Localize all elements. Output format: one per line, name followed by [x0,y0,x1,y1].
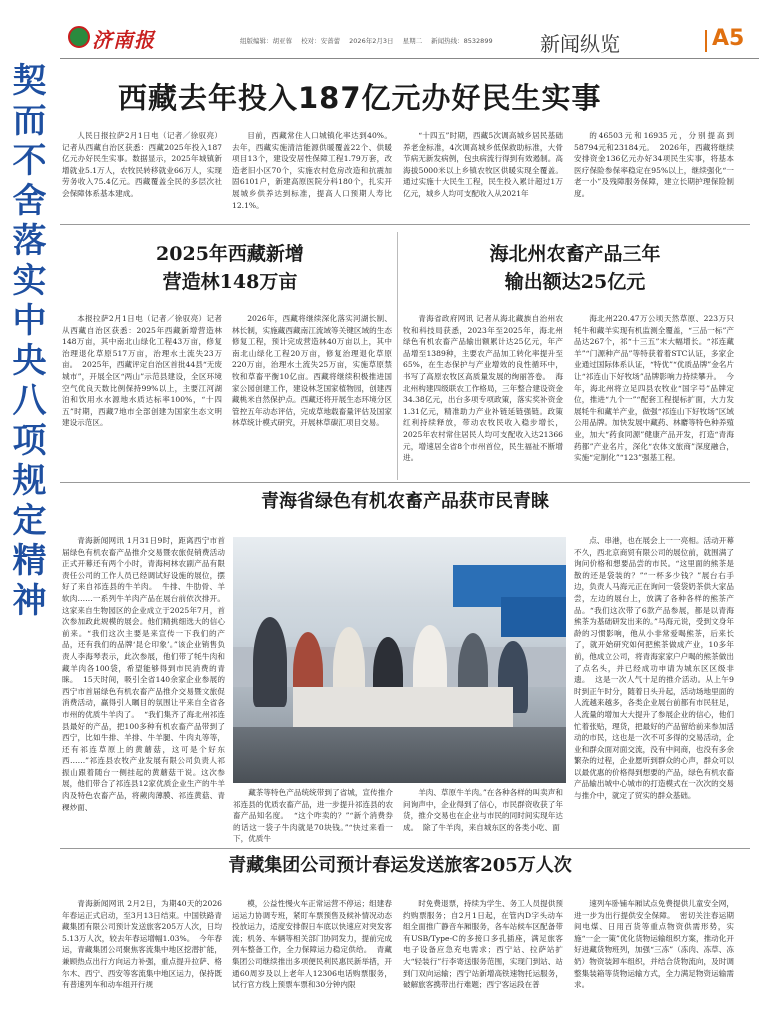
article4-col4-text: 点、串港，也在展会上一一亮相。活动开幕不久，西北京商贸有限公司的展位前，就围满了询问价格和想要品尝的市民。“这里面的熊茶是散的还是袋装的？”“一杯多少钱？”展台右手边，负责人马海元正在询问一袋袋奶茶供大家品尝，左边的展台上，放满了各种各样的熊茶产品。“我们这次带了6款产品参展，都是以青海熊茶为基础研发出来的。”马海元说，受到文身年龄的习惯影响，他从小非常爱喝熊茶，后来长了，就开始研究如何把熊茶做成产业，10多年前，他成立公司，将青海家家户户喝的熊茶做出了点名头，并已经成功申请为城东区区级非遗。 这是一次人气十足的推介活动。从上午9时到正午时分，随着日头升起，活动场地里面的人流越来越多，各类企业展台前都有市民驻足，人流量的增加大大提升了参展企业的信心，他们忙着张贴，理货，把最好的产品留给前来参加活动的市民，这也是一次不可多得的交易活动，企业和群众面对面交流，没有中间商，也没有多余繁杂的过程，企业愿听到群众的心声，群众可以以最优惠的价格得到想要的产品，绿色有机农畜产品输出城中心城市的打造模式在一次次的交易与推介中，就定了贸实的群众基础。 [574,536,734,801]
market-photo [233,537,566,783]
article2-col1 [62,313,222,429]
side-banner [0,62,46,1012]
divider-3 [60,848,750,849]
article2-col1-text: 本报拉萨2月1日电（记者／徐驭亮）记者从西藏自治区获悉：2025年西藏新增营造林148万亩，其中南北山绿化工程43万亩，修复治理退化草原517万亩，治理水土流失23万亩。 2025年，西藏评定自治区首批44县“无废城市”，开展全区“两山”示范县建设，全区环境空气优良天数比例保持99%以上，主要江河湖泊和饮用水水源地水质达标率100%，“十四五”时期，西藏7地市全部创建为国家生态文明建设示范区。 [62,314,222,428]
article2-headline-line2: 营造林148万亩 [162,271,298,293]
proof-credit: 校对：安蔷蕾 [301,37,341,45]
article3-headline [430,240,720,296]
photo-floor [233,727,566,783]
article1-col2 [232,130,392,211]
article5-col3 [403,898,563,991]
article5-col2 [232,898,392,991]
issue-weekday: 星期二 [402,37,423,45]
article5-col2-text: 模，公益性慢火车正常运营不停运；组建春运运力协调专班，紧盯车票预售及候补情况动态投放运力，适度安排假日车底以快速应对突发客流；机务、车辆等相关部门协同发力，提前完成列车整备工作，全力保障运力稳定供给。 青藏集团公司继续推出多项便民利民惠民新举措，开通60周岁及以上老年人12306电话购票服务，试行官方线上预票车票和30分钟内限 [232,899,392,990]
header-meta [240,36,500,45]
news-hotline: 新闻热线：8532899 [431,37,493,45]
article5-col1 [62,898,222,991]
issue-date: 2026年2月3日 [349,37,394,45]
article2-col2 [232,313,392,429]
photo-person [253,617,287,707]
section-divider [705,30,707,52]
header-rule [60,58,759,59]
article5-col3-text: 时免费退票，持续为学生、务工人员提供预约购票服务；自2月1日起，在管内D字头动车组全面推广静音车厢服务，各车站候车区配备带有USB/Type-C的多接口多孔插座，满足旅客电子设备应急充电需求；西宁站、拉萨站扩大“轻装行”行李寄送服务范围，实现门到站、站到门双向运输；西宁站新增高铁速物托运服务，破解旅客携带出行难题；西宁客运段在普 [403,899,563,990]
article2-headline-line1: 2025年西藏新增 [156,243,304,265]
article1-col1-text: 人民日报拉萨2月1日电（记者／徐驭亮）记者从西藏自治区获悉：西藏2025年投入187亿元办好民生实事。数据显示，2025年城镇新增就业5.1万人，农牧民转移就业66万人，实现劳务收入75.4亿元。西藏覆盖全民的多层次社会保障体系基本建成。 [62,131,222,198]
article5-col4-text: 速列车卧铺车厢试点免费提供儿童安全网，进一步为出行提供安全保障。 密切关注春运期间电煤、日用百货等重点物资供需形势，实施“一企一策”优化货物运输组织方案，推动化开好进藏货物班列，加强“三冻”（冻肉、冻草、冻奶）物资装卸车组织，并结合货物流向，及时调整集装箱等货物运输方式，全力满足物资运输需求。 [574,899,734,990]
newspaper-logo: 济南报 [92,28,155,52]
article1-col3-text: “十四五”时期，西藏5次调高城乡居民基础养老金标准，4次调高城乡低保救助标准，大骨节病无新发病例，包虫病流行得到有效遏制。高海拔5000米以上乡镇农牧区供暖实现全覆盖。通过实施十大民生工程，民生投入累计超过1万亿元，城乡人均可支配收入从2021年 [403,131,563,198]
article4-col3-text: 羊肉、草原牛羊肉。”在各种各样的叫卖声和问询声中，企业得到了信心，市民群资收获了年货，推介交易也在企业与市民的同时间实现年达成。 除了牛羊肉，来自城东区的各类小吃、面 [403,788,563,832]
article4-col4 [574,535,734,802]
article1-col4 [574,130,734,200]
article3-headline-line2: 输出额达25亿元 [504,271,646,293]
divider-vertical-1 [397,232,398,480]
article5-col1-text: 青海新闻网讯 2月2日，为期40天的2026年春运正式启动，至3月13日结束。中国铁路青藏集团有限公司预计发送旅客205万人次，日均5.13万人次，较去年春运增幅1.03%。 今年春运，青藏集团公司聚焦客流集中地区挖潜扩能，兼顾热点出行方向运力补强，重点提升拉萨、格尔木、西宁、西安等客流集中地区运力，保持既有普速列车和动车组开行规 [62,899,222,990]
article2-col2-text: 2026年，西藏将继续深化落实河湖长制、林长制，实施藏西藏南江流域等关键区域的生态修复工程，预计完成营造林40万亩以上，其中南北山绿化工程20万亩，修复治理退化草原220万亩，治理水土流失25万亩，实施草原禁牧和草畜平衡10亿亩。西藏将继续积极推进国家公园创建工作，建设林芝国家植物园，创建西藏桃米自然保护点。西藏还将开展生态环境分区管控五年动态评估，完成草地载畜量评估及国家林草统计模式研究，开展林草碳汇项目交易。 [232,314,392,428]
article3-col1 [403,313,563,464]
article1-col4-text: 的46503元和16935元，分别提高到58794元和23184元。 2026年，西藏将继续安排资金136亿元办好34项民生实事，将基本医疗保险参保率稳定在95%以上，继续强化“一老一小”及残障服务保障，建立长期护理保险制度。 [574,131,734,198]
section-title: 新闻纵览 [540,32,620,56]
article4-headline: 青海省绿色有机农畜产品获市民青睐 [261,491,549,512]
newspaper-logo-icon [68,26,90,48]
divider-2 [60,482,750,483]
photo-counter [293,687,513,727]
article3-headline-line1: 海北州农畜产品三年 [489,243,661,265]
article1-col1 [62,130,222,200]
editor-credit: 组版编辑：胡亚蓉 [240,37,292,45]
article4-col1 [62,535,225,813]
article4-col1-text: 青海新闻网讯 1月31日9时，距离西宁市首届绿色有机农畜产品推介交易暨农旅促销费活动正式开幕还有两个小时，青海柯林农副产品有限责任公司的工作人员已经调试好设施的展位，摆好了来自祁连县的牛羊肉。 牛排、牛肋骨、羊软肉……一系列牛羊肉产品在展台前依次排开。这家来自生物园区的企业成立于2025年7月，首次参加政此规模的展会。他们精挑细选大的信心前来。“我们这次主要是来宣传一下我们的产品，还有我们的品牌‘昆仑印象’。”该企业销售负责人李海琴表示，此次参展，他们带了牦牛肉和藏羊肉各100袋，希望能够得到市民消费的青睐。 15天时间，吸引全省140余家企业参展的西宁市首届绿色有机农畜产品推介交易暨文旅促消费活动，赢得引人瞩目的氛围让平来自全省各市州的优质牛羊肉了。 “我们集齐了海北州祁连县最好的产品，把100多种有机农畜产品带到了西宁，比如牛排、羊排、牛羊腿、牛肉丸等等，还有祁连草原上的黄蘑菇，这可是个好东西……”祁连县农牧产业发展有限公司负责人祁振山跟着随台一侧挂起的黄蘑菇干说。这次参展，他们带合了祁连县12家优质企业生产的牛羊肉及特色农畜产品，将蕨肉薄膜、祁连黄菇、青稞炒面、 [62,536,225,812]
article1-col2-text: 目前，西藏常住人口城镇化率达到40%。去年，西藏实施清洁能源供暖覆盖22个、供暖项目13个，建设安居性保障工程1.79万套，改造老旧小区70个，实施农村危房改造和抗震加固6101户，新建高原医院分科180个，扎实开展城乡供养达到标准，提高人口预期人寿比12.1%。 [232,131,392,210]
photo-banner-2 [501,597,566,637]
article4-col2 [233,787,393,845]
article2-headline [100,240,360,296]
article1-col3 [403,130,563,200]
article1-headline: 西藏去年投入187亿元办好民生实事 [118,81,602,115]
article4-col3 [403,787,563,833]
article3-col2-text: 海北州220.47万公顷天然草原、223万只牦牛和藏羊实现有机监测全覆盖，“三品一标”产品达267个，祁“十三五”末大幅增长。“祁连藏羊”“门源种产品”等特获着着STC认证，多家企业通过国际体系认证，“特优”“优质品牌”金名片让“祁连山下好牧场”品牌影响力持续攀升。 今年，海北州将立足四县农牧业“国字号”品牌定位，推进“九个一”“配套工程提标扩面，大力发展牦牛和藏羊产业，做强“祁连山下好牧场”区域公用品牌。加快发展中藏药、林麝等特色种养殖业，加大“药食同源”健康产品开发，打造“青海药都”产业名片，深化“农体文旅商”深度融合，实施“定制化”“123”强基工程。 [574,314,734,463]
divider-1 [60,224,750,225]
article3-col2 [574,313,734,464]
side-banner-text: 契而不舍落实中央八项规定精神 [6,62,46,622]
masthead [60,20,759,58]
article3-col1-text: 青海省政府网讯 记者从海北藏族自治州农牧和科技局获悉，2023年至2025年，海北州绿色有机农畜产品输出额累计达25亿元，年产品增至1389种，主要农产品加工转化率提升至65%，在生态保护与产业增效的良性循环中，书写了高原农牧区高质量发展的绚丽答卷。 海北州构建四级联农工作格局，三年整合建设资金34.38亿元，出台多项专项政策，落实奖补资金1.31亿元，精准助力产业补链延链强链。政策红利持续释放，带动农牧民收入稳步增长，2025年农村常住居民人均可支配收入达21366元，增速居全省8个市州首位，民生福祉不断增进。 [403,314,563,463]
article4-col2-text: 藏茶等特色产品统统带到了省城，宣传推介祁连县的优质农畜产品，进一步提升祁连县的农畜产品知名度。 “这个咋卖的？”“新个消费券的话这一袋子牛肉就是70块钱。”“快过来看一下，优质牛 [233,788,393,844]
article5-col4 [574,898,734,991]
page-number: A5 [712,26,745,51]
article5-headline: 青藏集团公司预计春运发送旅客205万人次 [228,855,572,876]
